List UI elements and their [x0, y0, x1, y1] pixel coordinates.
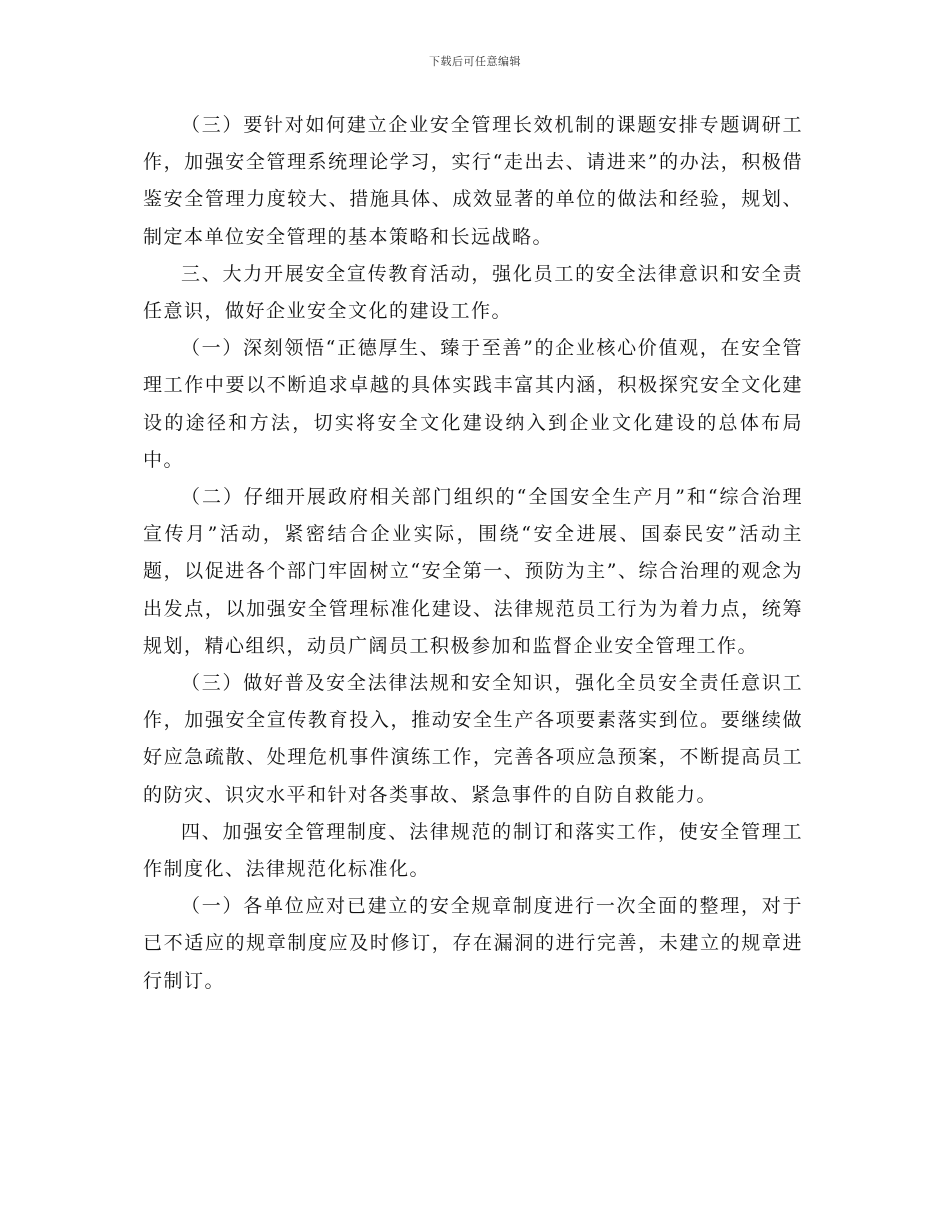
paragraph-section-4-item-1: （一）各单位应对已建立的安全规章制度进行一次全面的整理，对于已不适应的规章制度应及时修订，存在漏洞的进行完善，未建立的规章进行制订。 — [143, 895, 803, 992]
paragraph-section-3-item-2: （二）仔细开展政府相关部门组织的“全国安全生产月”和“综合治理宣传月”活动，紧密结合企业实际，围绕“安全进展、国泰民安”活动主题，以促进各个部门牢固树立“安全第一、预防为主”、综合治理的观念为出发点，以加强安全管理标准化建设、法律规范员工行为为着力点，统筹规划，精心组织，动员广阔员工积极参加和监督企业安全管理工作。 — [143, 486, 803, 657]
document-body — [143, 107, 803, 1000]
paragraph-section-3-item-3: （三）要针对如何建立企业安全管理长效机制的课题安排专题调研工作，加强安全管理系统理论学习，实行“走出去、请进来”的办法，积极借鉴安全管理力度较大、措施具体、成效显著的单位的做法和经验，规划、制定本单位安全管理的基本策略和长远战略。 — [143, 114, 803, 248]
page-header: 下载后可任意编辑 — [429, 55, 521, 68]
paragraph-heading-section-3: 三、大力开展安全宣传教育活动，强化员工的安全法律意识和安全责任意识，做好企业安全文化的建设工作。 — [143, 262, 803, 323]
paragraph-section-3-item-1: （一）深刻领悟“正德厚生、臻于至善”的企业核心价值观，在安全管理工作中要以不断追求卓越的具体实践丰富其内涵，积极探究安全文化建设的途径和方法，切实将安全文化建设纳入到企业文化建设的总体布局中。 — [143, 337, 803, 471]
paragraph-heading-section-4: 四、加强安全管理制度、法律规范的制订和落实工作，使安全管理工作制度化、法律规范化标准化。 — [143, 820, 803, 881]
paragraph-section-3-item-3b: （三）做好普及安全法律法规和安全知识，强化全员安全责任意识工作，加强安全宣传教育投入，推动安全生产各项要素落实到位。要继续做好应急疏散、处理危机事件演练工作，完善各项应急预案，不断提高员工的防灾、识灾水平和针对各类事故、紧急事件的自防自救能力。 — [143, 672, 803, 806]
